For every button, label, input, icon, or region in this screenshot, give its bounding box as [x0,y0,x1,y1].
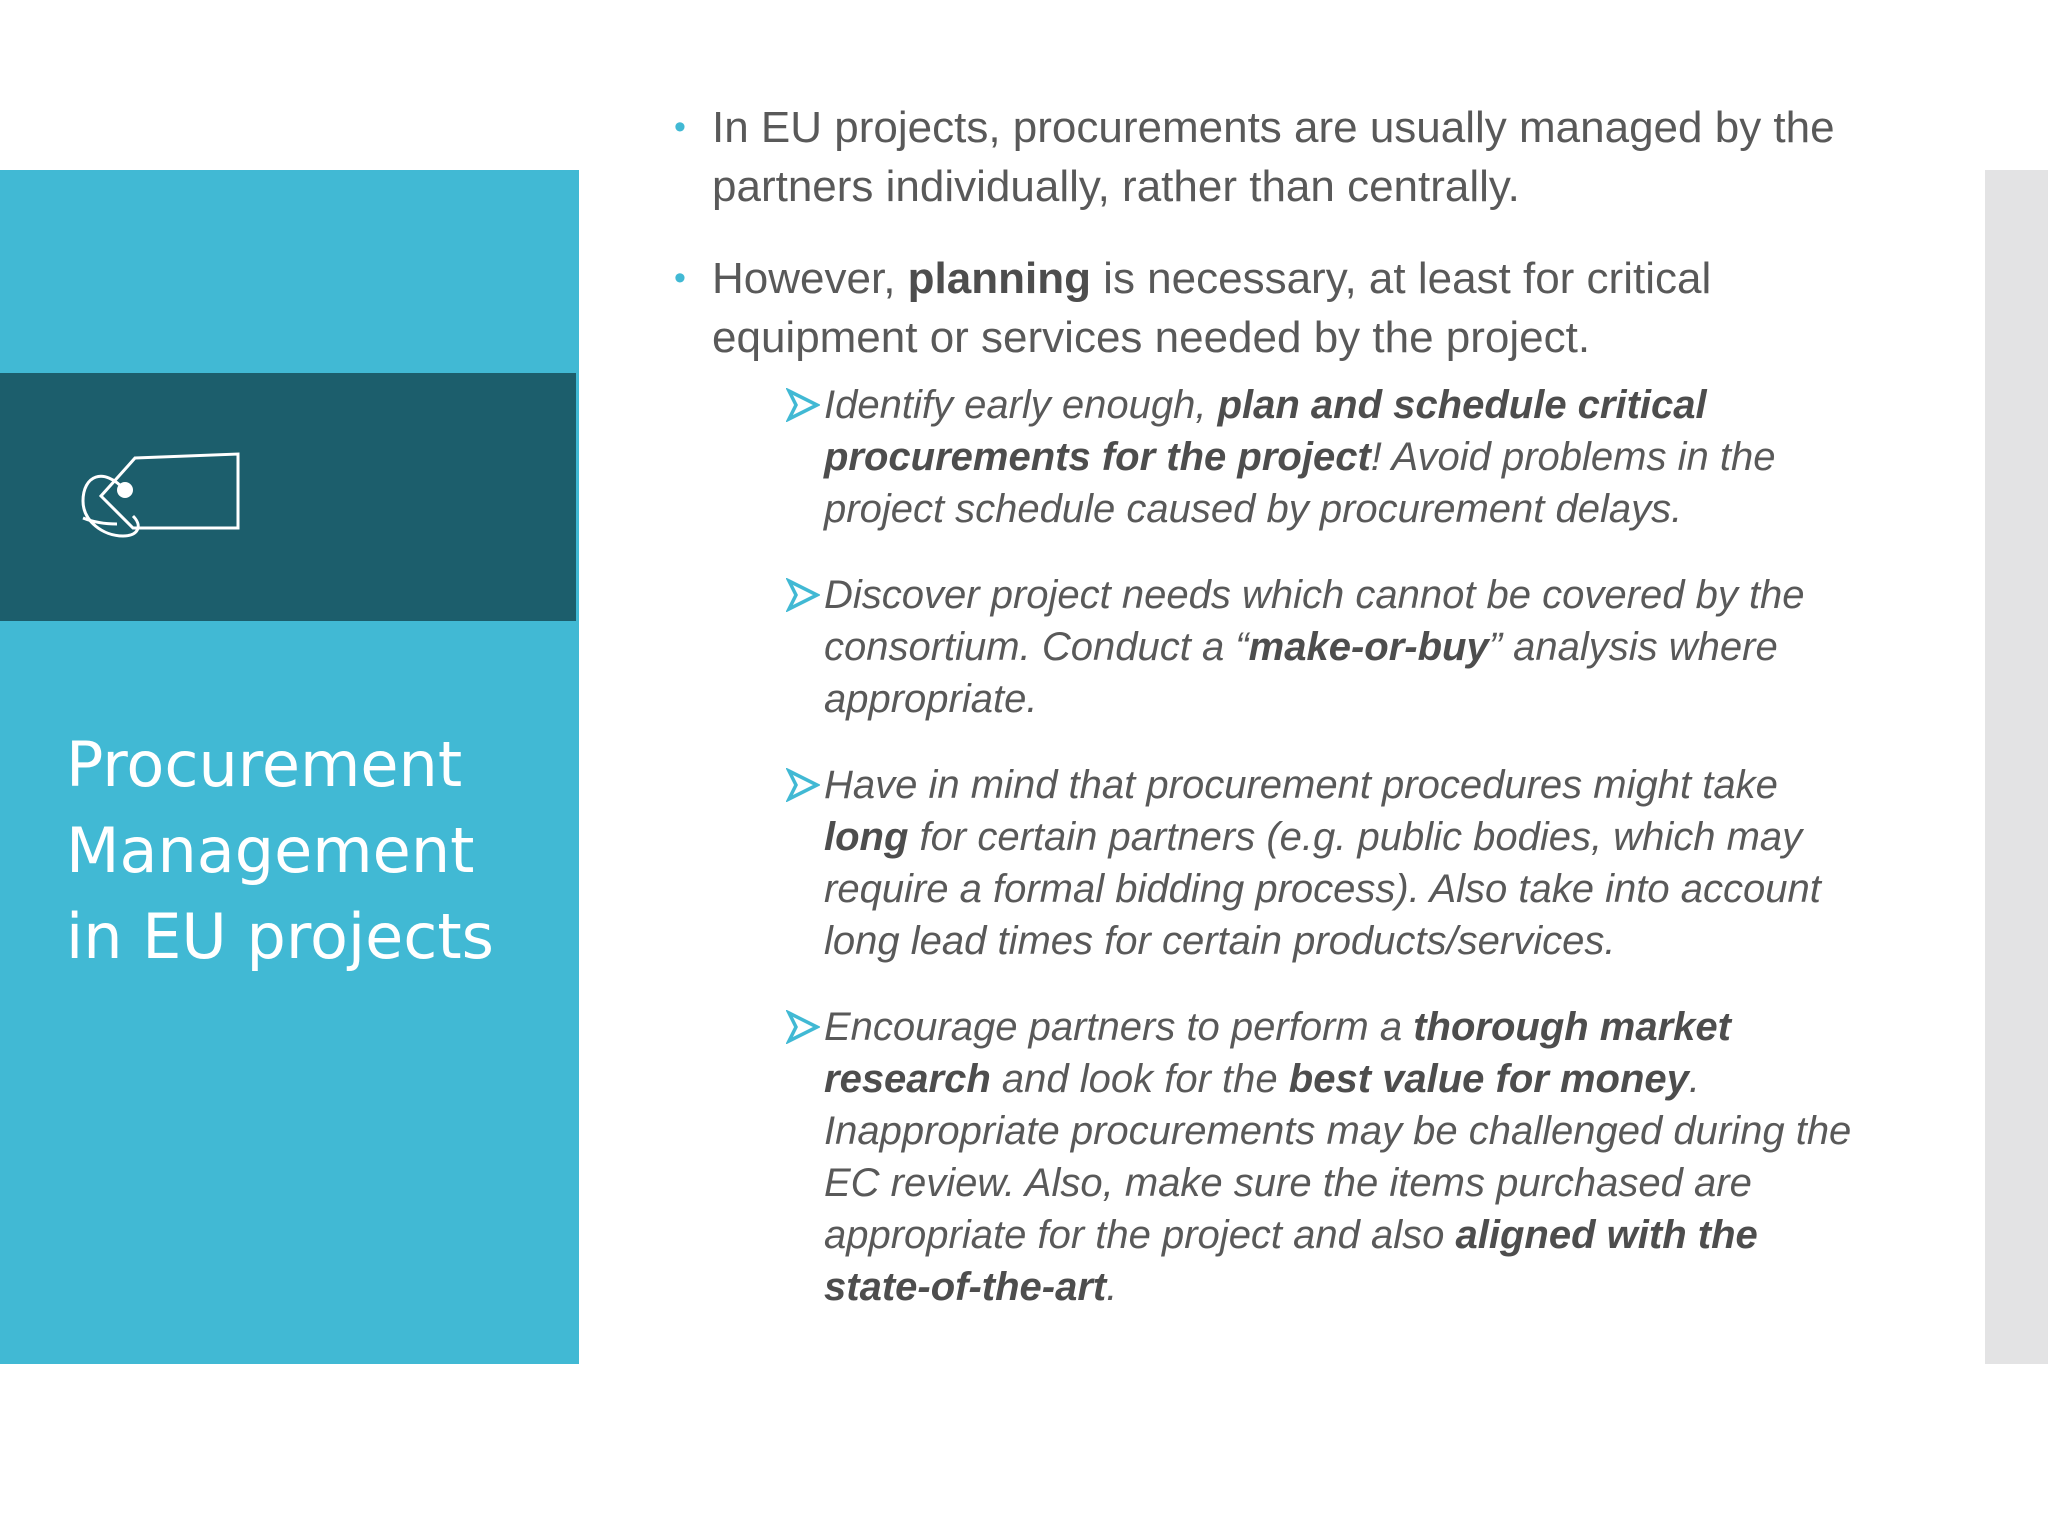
sub-bullet-text: . [1106,1265,1118,1309]
sub-bullet-text: Have in mind that procurement procedures might take [824,763,1778,807]
main-bullet-list [674,98,1872,1313]
slide-title-line: in EU projects [66,900,494,973]
bullet-item [674,98,1872,216]
sub-bullet-item [824,379,1864,535]
sub-bullet-text: Identify early enough, [824,383,1218,427]
arrow-bullet-icon [786,1010,820,1044]
slide-title [66,722,546,980]
sub-bullet-item [824,569,1864,725]
bullet-item [674,249,1872,1313]
arrow-bullet-icon [786,768,820,802]
price-tag-icon [73,446,248,546]
bullet-text: is necessary, at least for critical equipment or services needed by the project. [712,254,1712,362]
sub-bullet-item [824,759,1864,967]
sub-bullet-text: . Inappropriate procurements may be challenged during the EC review. Also, make sure the items purchased are appropriate for the project and also [824,1057,1852,1257]
arrow-bullet-icon [786,388,820,422]
bullet-bold-text: planning [907,254,1091,303]
slide-body [674,98,1872,1347]
sub-bullet-bold-text: thorough market research [824,1005,1731,1101]
slide-title-line: Management [66,814,475,887]
sub-bullet-text: and look for the [990,1057,1289,1101]
sub-bullet-list [712,379,1872,1313]
sub-bullet-text: for certain partners (e.g. public bodies, which may require a formal bidding process). Also take into account long lead times for certain products/services. [824,815,1821,963]
sub-bullet-bold-text: long [824,815,909,859]
sub-bullet-text: ! Avoid problems in the project schedule caused by procurement delays. [824,435,1776,531]
bullet-text: However, [712,254,908,303]
arrow-bullet-icon [786,578,820,612]
slide-edge-shadow [1985,170,2048,1364]
sub-bullet-bold-text: aligned with the state-of-the-art [824,1213,1758,1309]
sub-bullet-bold-text: make-or-buy [1248,625,1489,669]
sub-bullet-text: ” analysis where appropriate. [824,625,1778,721]
slide-title-line: Procurement [66,728,463,801]
sub-bullet-text: Discover project needs which cannot be covered by the consortium. Conduct a “ [824,573,1805,669]
sub-bullet-bold-text: plan and schedule critical procurements for the project [824,383,1707,479]
sub-bullet-text: Encourage partners to perform a [824,1005,1414,1049]
sub-bullet-bold-text: best value for money [1288,1057,1689,1101]
bullet-dot-icon: • [674,259,686,297]
bullet-text: In EU projects, procurements are usually managed by the partners individually, rather than centrally. [712,103,1835,211]
sub-bullet-item [824,1001,1864,1313]
bullet-dot-icon: • [674,108,686,146]
